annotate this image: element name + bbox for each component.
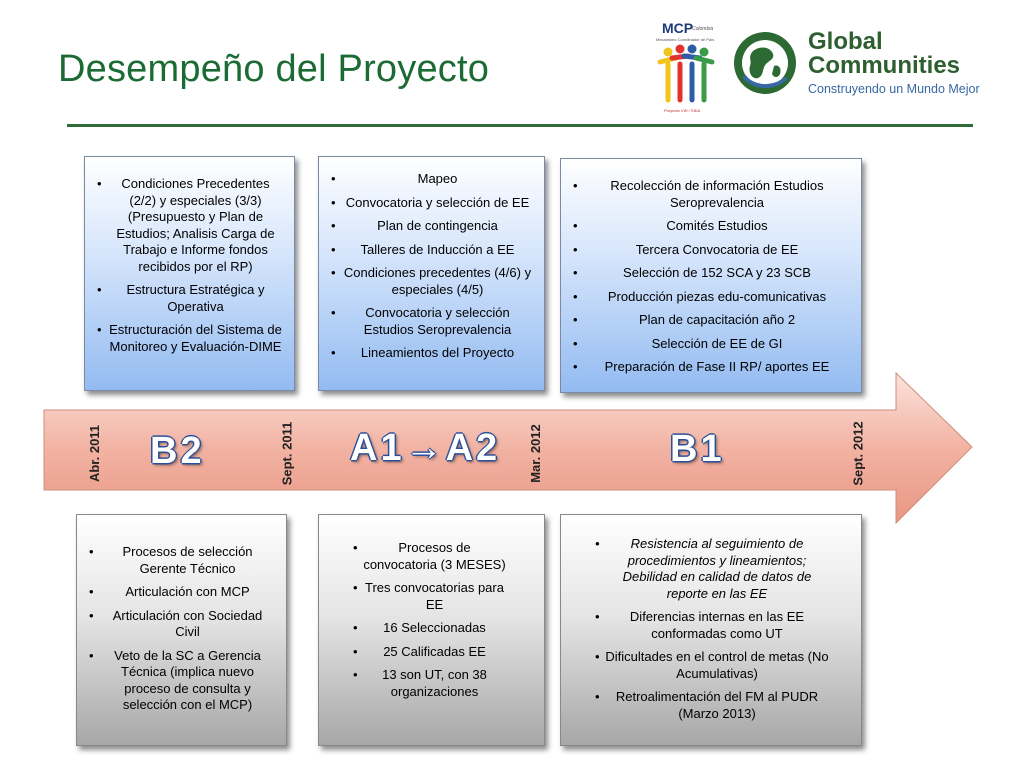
list-item: • Plan de capacitación año 2 bbox=[561, 312, 861, 329]
list-item: • Selección de EE de GI bbox=[561, 336, 861, 353]
top-box-3 bbox=[560, 158, 862, 393]
phase-b1: B1 bbox=[670, 428, 725, 470]
list-item: • Tercera Convocatoria de EE bbox=[561, 242, 861, 259]
mcp-logo-subtitle: Colombia bbox=[692, 26, 714, 32]
bottom-box-2 bbox=[318, 514, 545, 746]
page-title: Desempeño del Proyecto bbox=[58, 48, 490, 90]
list-item: • Resistencia al seguimiento de procedimientos y lineamientos; Debilidad en calidad de datos de reporte en las EE bbox=[583, 536, 839, 602]
timeline-mark-apr-2011: Abr. 2011 bbox=[87, 424, 103, 483]
list-item: • Retroalimentación del FM al PUDR (Marzo 2013) bbox=[583, 689, 839, 722]
list-item: • Procesos de selección Gerente Técnico bbox=[77, 544, 286, 577]
mcp-logo-title: MCP bbox=[662, 20, 694, 36]
top-box-2 bbox=[318, 156, 545, 391]
timeline-mark-sept-2011: Sept. 2011 bbox=[279, 421, 295, 486]
bottom-box-3 bbox=[560, 514, 862, 746]
phase-a1-a2: A1→A2 bbox=[350, 427, 501, 469]
list-item: • Articulación con MCP bbox=[77, 584, 286, 601]
list-item: • Articulación con Sociedad Civil bbox=[77, 608, 286, 641]
gc-logo-name-line1: Global bbox=[808, 28, 883, 55]
mcp-logo-caption2: Proyecto VIH / SIDA bbox=[664, 108, 701, 113]
list-item: • Convocatoria y selección de EE bbox=[319, 195, 544, 212]
list-item: • Procesos de convocatoria (3 MESES) bbox=[341, 540, 516, 573]
list-item: • 25 Calificadas EE bbox=[341, 644, 516, 661]
list-item: • Producción piezas edu-comunicativas bbox=[561, 289, 861, 306]
list-item: • Talleres de Inducción a EE bbox=[319, 242, 544, 259]
list-item: • Plan de contingencia bbox=[319, 218, 544, 235]
list-item: • Condiciones Precedentes (2/2) y especiales (3/3) (Presupuesto y Plan de Estudios; Analisis Carga de Trabajo e Informe fondos recibidos por el RP) bbox=[85, 176, 294, 275]
bottom-box-1 bbox=[76, 514, 287, 746]
list-item: • Diferencias internas en las EE conformadas como UT bbox=[583, 609, 839, 642]
list-item: • 13 son UT, con 38 organizaciones bbox=[341, 667, 516, 700]
mcp-logo-caption: Mecanismo Coordinador de País bbox=[656, 37, 715, 42]
top-box-1 bbox=[84, 156, 295, 391]
list-item: • Tres convocatorias para EE bbox=[341, 580, 516, 613]
timeline-mark-mar-2012: Mar. 2012 bbox=[527, 424, 543, 483]
list-item: • Dificultades en el control de metas (No Acumulativas) bbox=[583, 649, 839, 682]
list-item: • Estructura Estratégica y Operativa bbox=[85, 282, 294, 315]
list-item: • Recolección de información Estudios Seroprevalencia bbox=[561, 178, 861, 211]
list-item: • 16 Seleccionadas bbox=[341, 620, 516, 637]
list-item: • Selección de 152 SCA y 23 SCB bbox=[561, 265, 861, 282]
list-item: • Veto de la SC a Gerencia Técnica (implica nuevo proceso de consulta y selección con el MCP) bbox=[77, 648, 286, 714]
list-item: • Lineamientos del Proyecto bbox=[319, 345, 544, 362]
gc-logo-name-line2: Communities bbox=[808, 52, 961, 79]
list-item: • Comités Estudios bbox=[561, 218, 861, 235]
list-item: • Estructuración del Sistema de Monitoreo y Evaluación-DIME bbox=[85, 322, 294, 355]
list-item: • Preparación de Fase II RP/ aportes EE bbox=[561, 359, 861, 376]
list-item: • Condiciones precedentes (4/6) y especiales (4/5) bbox=[319, 265, 544, 298]
gc-logo-tagline: Construyendo un Mundo Mejor bbox=[808, 82, 980, 96]
list-item: • Mapeo bbox=[319, 171, 544, 188]
timeline-mark-sept-2012: Sept. 2012 bbox=[850, 421, 866, 486]
list-item: • Convocatoria y selección Estudios Seroprevalencia bbox=[319, 305, 544, 338]
phase-b2: B2 bbox=[150, 430, 205, 472]
